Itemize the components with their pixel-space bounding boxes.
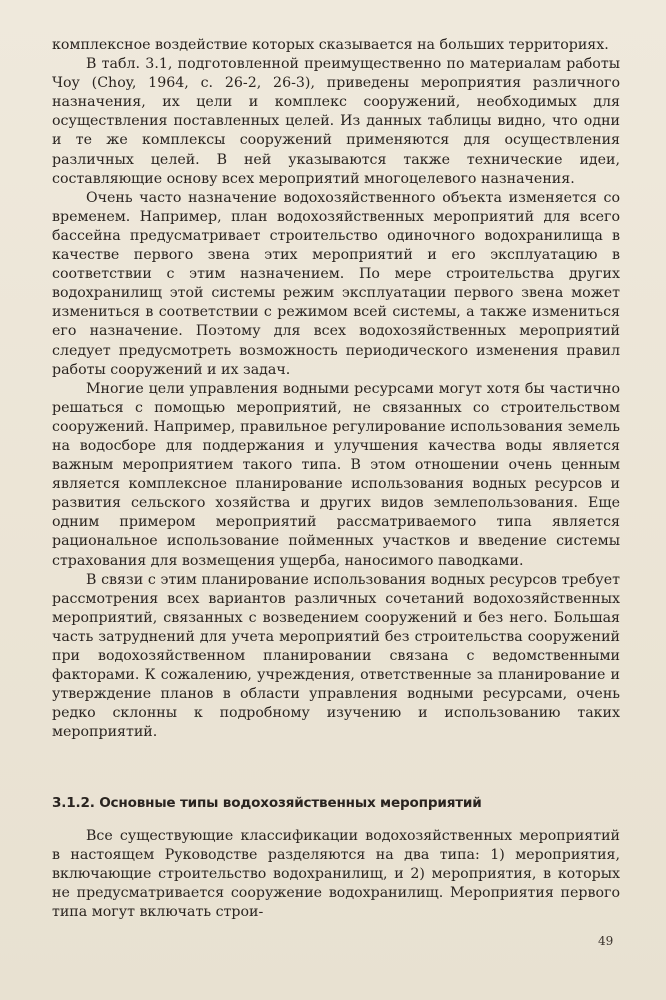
section-heading: 3.1.2. Основные типы водохозяйственных мероприятий <box>52 795 482 811</box>
paragraph-purpose-changes: Очень часто назначение водохозяйственного объекта изменяется со временем. Например, план водохозяйственных мероприятий для всего бассейна предусматривает строительство одиночного водохранилища в качестве первого звена этих мероприятий и его эксплуатацию в соответствии с этим назначением. По мере строительства других водохранилищ этой системы режим эксплуатации первого звена может измениться в соответствии с режимом всей системы, а также измениться его назначение. Поэтому для всех водохозяйственных мероприятий следует предусмотреть возможность периодического изменения правил работы сооружений и их задач. <box>52 189 620 378</box>
section-body <box>52 827 620 922</box>
page-number: 49 <box>598 934 614 948</box>
paragraph-planning: В связи с этим планирование использования водных ресурсов требует рассмотрения всех вариантов различных сочетаний водохозяйственных мероприятий, связанных с возведением сооружений и без него. Большая часть затруднений для учета мероприятий без строительства сооружений при водохозяйственном планировании связана с ведомственными факторами. К сожалению, учреждения, ответственные за планирование и утверждение планов в области управления водными ресурсами, очень редко склонны к подробному изучению и использованию таких мероприятий. <box>52 571 620 741</box>
paragraph-types: Все существующие классификации водохозяйственных мероприятий в настоящем Руководстве разделяются на два типа: 1) мероприятия, включающие строительство водохранилищ, и 2) мероприятия, в которых не предусматривается сооружение водохранилищ. Мероприятия первого типа могут включать строи- <box>52 828 620 921</box>
paragraph-non-structural: Многие цели управления водными ресурсами могут хотя бы частично решаться с помощью мероприятий, не связанных со строительством сооружений. Например, правильное регулирование использования земель на водосборе для поддержания и улучшения качества воды является важным мероприятием такого типа. В этом отношении очень ценным является комплексное планирование использования водных ресурсов и развития сельского хозяйства и других видов землепользования. Еще одним примером мероприятий рассматриваемого типа является рациональное использование пойменных участков и введение системы страхования для возмещения ущерба, наносимого паводками. <box>52 380 620 569</box>
paragraph-table-reference: В табл. 3.1, подготовленной преимущественно по материалам работы Чоу (Choy, 1964, с. 26-2, 26-3), приведены мероприятия различного назначения, их цели и комплекс сооружений, необходимых для осуществления поставленных целей. Из данных таблицы видно, что одни и те же комплексы сооружений применяются для осуществления различных целей. В ней указываются также технические идеи, составляющие основу всех мероприятий многоцелевого назначения. <box>52 56 620 187</box>
paragraph-continuation: комплексное воздействие которых сказывается на больших территориях. <box>52 37 609 53</box>
body-text <box>52 36 620 742</box>
